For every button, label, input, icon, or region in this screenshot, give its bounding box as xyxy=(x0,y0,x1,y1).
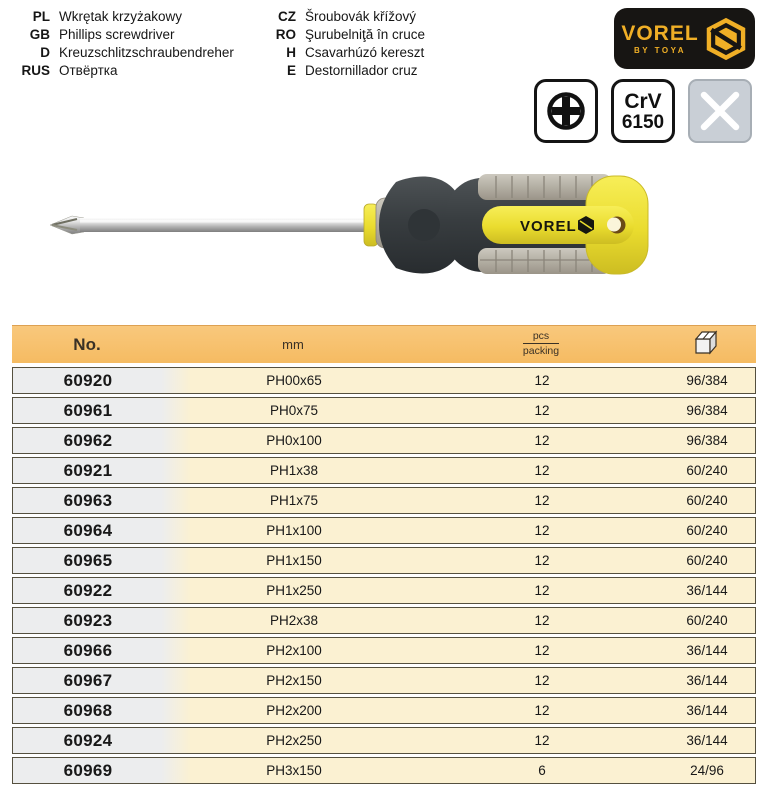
language-item xyxy=(260,63,425,81)
row-pcs-packing: 12 xyxy=(534,583,550,598)
language-list-left xyxy=(14,9,234,81)
phillips-badge xyxy=(534,79,598,143)
phillips-cross-icon xyxy=(543,88,589,134)
table-row xyxy=(12,577,756,604)
row-pcs-packing: 12 xyxy=(534,673,550,688)
brand-name: VOREL xyxy=(621,21,699,45)
toya-hexagon-icon xyxy=(704,16,748,62)
row-size-mm: PH2x38 xyxy=(269,613,319,628)
language-list-right xyxy=(260,9,425,81)
table-header xyxy=(12,325,756,363)
language-code: RO xyxy=(275,27,296,42)
row-carton-qty: 60/240 xyxy=(686,523,728,538)
carton-box-icon xyxy=(692,330,722,355)
row-product-number: 60967 xyxy=(63,670,113,690)
table-row xyxy=(12,367,756,394)
row-size-mm: PH1x75 xyxy=(269,493,319,508)
table-row xyxy=(12,487,756,514)
language-code: H xyxy=(286,45,296,60)
language-item xyxy=(260,27,425,45)
row-size-mm: PH1x100 xyxy=(266,523,322,538)
table-row xyxy=(12,757,756,784)
row-size-mm: PH2x100 xyxy=(266,643,322,658)
language-item xyxy=(14,63,234,81)
row-pcs-packing: 12 xyxy=(534,553,550,568)
row-carton-qty: 36/144 xyxy=(686,733,728,748)
x-icon xyxy=(696,87,744,135)
table-row xyxy=(12,607,756,634)
language-code: CZ xyxy=(278,9,296,24)
row-pcs-packing: 12 xyxy=(534,463,550,478)
row-pcs-packing: 12 xyxy=(534,733,550,748)
row-carton-qty: 60/240 xyxy=(686,553,728,568)
language-name: Şurubelniţă în cruce xyxy=(305,27,426,42)
language-item xyxy=(14,9,234,27)
table-row xyxy=(12,667,756,694)
row-pcs-packing: 12 xyxy=(534,403,550,418)
row-pcs-packing: 12 xyxy=(534,703,550,718)
x-badge xyxy=(688,79,752,143)
row-carton-qty: 36/144 xyxy=(686,673,728,688)
handle-brand-text: VOREL xyxy=(520,218,577,235)
screwdriver-image xyxy=(30,166,670,290)
row-pcs-packing: 12 xyxy=(534,613,550,628)
row-pcs-packing: 12 xyxy=(534,433,550,448)
row-carton-qty: 60/240 xyxy=(686,463,728,478)
language-name: Csavarhúzó kereszt xyxy=(305,45,425,60)
table-row xyxy=(12,457,756,484)
header-packing: packing xyxy=(522,345,560,358)
crv-grade: 6150 xyxy=(621,111,665,133)
row-product-number: 60969 xyxy=(63,760,113,780)
brand-tagline: BY TOYA xyxy=(633,45,687,55)
row-product-number: 60924 xyxy=(63,730,113,750)
row-pcs-packing: 6 xyxy=(538,763,546,778)
row-size-mm: PH2x150 xyxy=(266,673,322,688)
language-code: D xyxy=(40,45,50,60)
row-product-number: 60923 xyxy=(63,610,113,630)
header-pcs: pcs xyxy=(523,330,559,344)
row-carton-qty: 60/240 xyxy=(686,613,728,628)
row-product-number: 60968 xyxy=(63,700,113,720)
language-item xyxy=(14,45,234,63)
crv-label: CrV xyxy=(624,89,662,113)
language-name: Wkrętak krzyżakowy xyxy=(59,9,183,24)
row-product-number: 60922 xyxy=(63,580,113,600)
row-pcs-packing: 12 xyxy=(534,523,550,538)
table-body xyxy=(12,367,756,784)
row-product-number: 60961 xyxy=(63,400,113,420)
table-row xyxy=(12,547,756,574)
language-name: Šroubovák křížový xyxy=(305,9,417,24)
language-code: PL xyxy=(32,9,50,24)
table-row xyxy=(12,517,756,544)
row-product-number: 60962 xyxy=(63,430,113,450)
row-size-mm: PH1x150 xyxy=(266,553,322,568)
row-carton-qty: 36/144 xyxy=(686,643,728,658)
spec-table xyxy=(12,325,756,787)
row-carton-qty: 96/384 xyxy=(686,373,728,388)
row-size-mm: PH0x75 xyxy=(269,403,319,418)
row-product-number: 60965 xyxy=(63,550,113,570)
crv-6150-badge xyxy=(611,79,675,143)
row-carton-qty: 60/240 xyxy=(686,493,728,508)
row-product-number: 60964 xyxy=(63,520,113,540)
header-mm: mm xyxy=(282,337,304,352)
language-item xyxy=(260,45,425,63)
header-carton xyxy=(658,330,756,360)
header-no: No. xyxy=(73,334,101,354)
table-row xyxy=(12,727,756,754)
table-row xyxy=(12,637,756,664)
row-product-number: 60921 xyxy=(63,460,113,480)
row-carton-qty: 36/144 xyxy=(686,583,728,598)
row-size-mm: PH3x150 xyxy=(266,763,322,778)
row-size-mm: PH2x200 xyxy=(266,703,322,718)
language-name: Destornillador cruz xyxy=(305,63,418,78)
row-carton-qty: 96/384 xyxy=(686,403,728,418)
vorel-logo xyxy=(614,8,755,69)
language-code: GB xyxy=(29,27,50,42)
language-code: E xyxy=(286,63,296,78)
language-item xyxy=(14,27,234,45)
row-carton-qty: 96/384 xyxy=(686,433,728,448)
vorel-logo-text xyxy=(621,23,698,55)
row-size-mm: PH00x65 xyxy=(266,373,322,388)
row-size-mm: PH1x38 xyxy=(269,463,319,478)
language-name: Kreuzschlitzschraubendreher xyxy=(59,45,234,60)
table-row xyxy=(12,397,756,424)
row-product-number: 60966 xyxy=(63,640,113,660)
row-carton-qty: 24/96 xyxy=(690,763,724,778)
row-size-mm: PH2x250 xyxy=(266,733,322,748)
row-size-mm: PH0x100 xyxy=(266,433,322,448)
row-pcs-packing: 12 xyxy=(534,643,550,658)
table-row xyxy=(12,697,756,724)
row-pcs-packing: 12 xyxy=(534,493,550,508)
row-size-mm: PH1x250 xyxy=(266,583,322,598)
row-carton-qty: 36/144 xyxy=(686,703,728,718)
row-product-number: 60963 xyxy=(63,490,113,510)
table-row xyxy=(12,427,756,454)
language-name: Phillips screwdriver xyxy=(59,27,175,42)
language-code: RUS xyxy=(21,63,50,78)
language-item xyxy=(260,9,425,27)
row-pcs-packing: 12 xyxy=(534,373,550,388)
language-name: Отвёртка xyxy=(59,63,118,78)
header-pcs-packing xyxy=(424,330,658,359)
row-product-number: 60920 xyxy=(63,370,113,390)
